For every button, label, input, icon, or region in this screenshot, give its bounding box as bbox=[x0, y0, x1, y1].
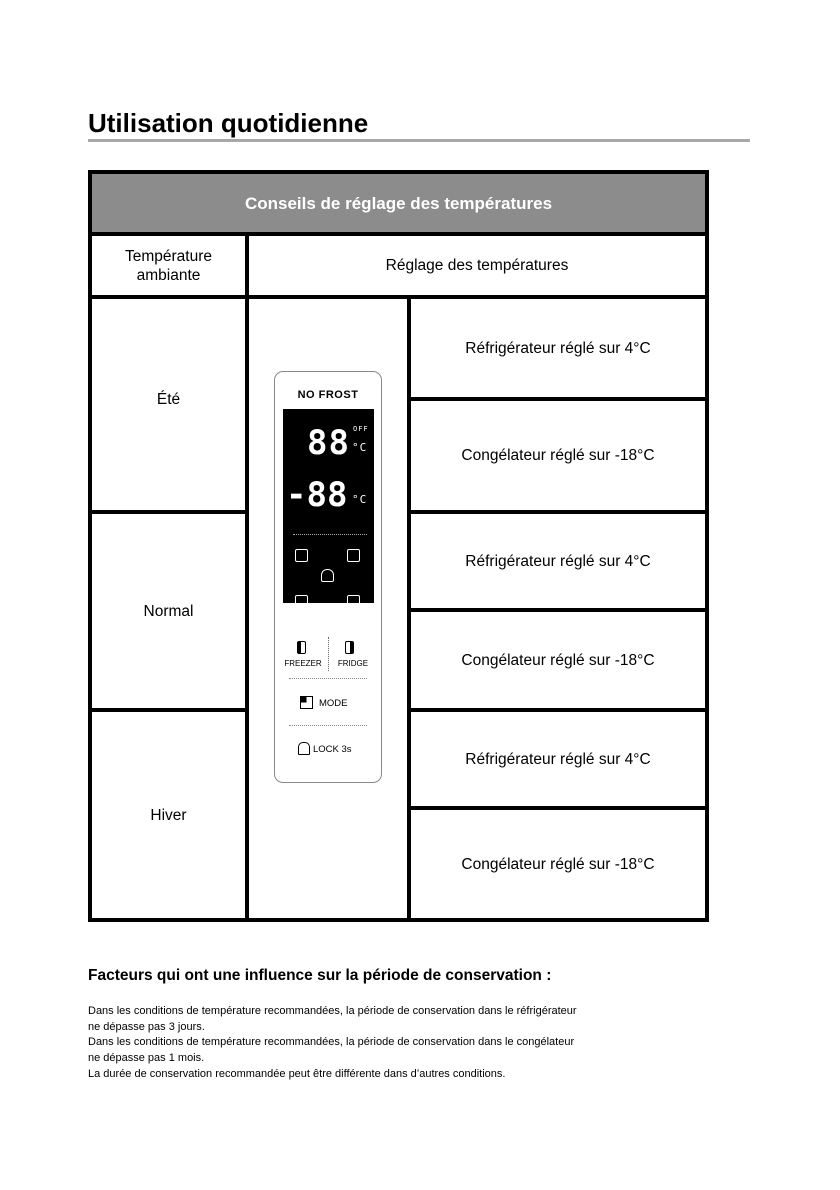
title-rule bbox=[88, 139, 750, 142]
brand-label: NO FROST bbox=[297, 389, 359, 401]
paragraph-line: Dans les conditions de température recommandées, la période de conservation dans le congélateur bbox=[88, 1036, 575, 1048]
control-panel-illustration bbox=[274, 371, 382, 783]
table-header: Conseils de réglage des températures bbox=[88, 170, 709, 236]
setting-cell: Réfrigérateur réglé sur 4°C bbox=[407, 295, 709, 401]
freezer-button-icon bbox=[297, 641, 306, 654]
holiday-icon bbox=[321, 569, 334, 582]
setting-cell: Réfrigérateur réglé sur 4°C bbox=[407, 708, 709, 810]
paragraph-line: Dans les conditions de température recommandées, la période de conservation dans le réfrigérateur bbox=[88, 1005, 577, 1017]
freezer-label: FREEZER bbox=[284, 659, 322, 668]
setting-cell: Congélateur réglé sur -18°C bbox=[407, 608, 709, 712]
off-indicator: OFF bbox=[353, 425, 369, 433]
col-header-ambient bbox=[88, 232, 249, 299]
paragraph-line: La durée de conservation recommandée peut être différente dans d’autres conditions. bbox=[88, 1068, 506, 1080]
lock-label: LOCK 3s bbox=[313, 744, 352, 755]
lcd-display bbox=[283, 409, 374, 603]
section-heading: Facteurs qui ont une influence sur la période de conservation : bbox=[88, 967, 552, 984]
unit-top: °C bbox=[352, 441, 368, 454]
season-cell-ete: Été bbox=[88, 295, 249, 514]
season-cell-hiver: Hiver bbox=[88, 708, 249, 922]
fan-icon bbox=[295, 595, 308, 608]
fridge-label: FRIDGE bbox=[337, 659, 369, 668]
snowflake-icon bbox=[347, 595, 360, 608]
drink-icon bbox=[347, 549, 360, 562]
unit-bottom: °C bbox=[352, 493, 368, 506]
col-header-ambient-text: Température ambiante bbox=[124, 247, 212, 284]
page-title: Utilisation quotidienne bbox=[88, 108, 369, 138]
col-header-setting: Réglage des températures bbox=[245, 232, 709, 299]
freezer-temp-display: -88 bbox=[286, 475, 348, 515]
fridge-temp-display: 88 bbox=[307, 423, 350, 463]
paragraph-line: ne dépasse pas 3 jours. bbox=[88, 1021, 205, 1033]
super-cool-icon bbox=[295, 549, 308, 562]
lock-icon bbox=[298, 742, 310, 755]
fridge-button-icon bbox=[345, 641, 354, 654]
setting-cell: Congélateur réglé sur -18°C bbox=[407, 806, 709, 922]
mode-icon bbox=[300, 696, 313, 709]
season-cell-normal: Normal bbox=[88, 510, 249, 712]
setting-cell: Congélateur réglé sur -18°C bbox=[407, 397, 709, 514]
setting-cell: Réfrigérateur réglé sur 4°C bbox=[407, 510, 709, 612]
paragraph-line: ne dépasse pas 1 mois. bbox=[88, 1052, 205, 1064]
mode-label: MODE bbox=[319, 698, 348, 709]
